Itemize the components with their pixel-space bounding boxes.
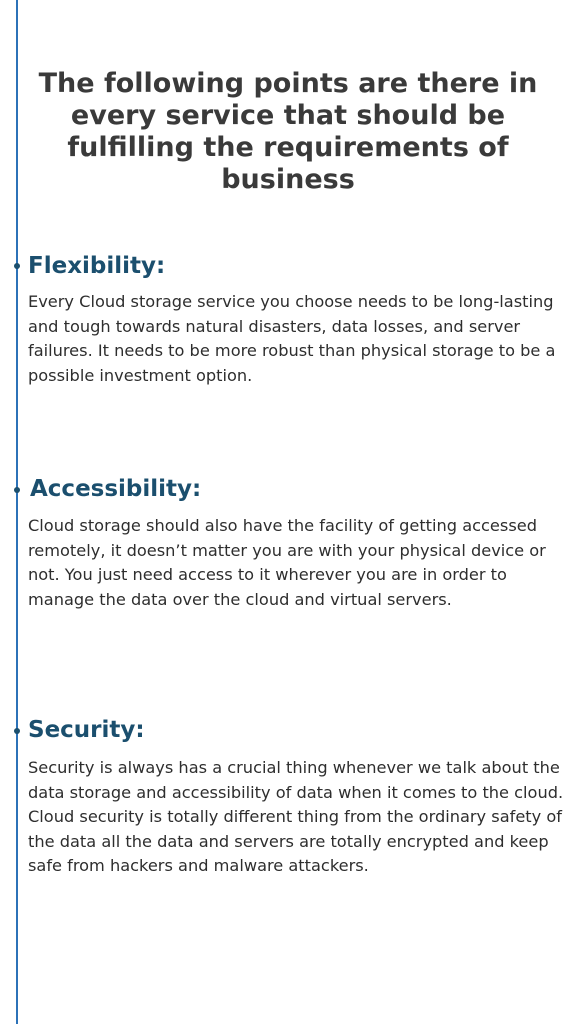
bullet-icon — [14, 263, 20, 269]
page-title: The following points are there in every service that should be fulfilling the requirements of business — [38, 68, 538, 195]
bullet-icon — [14, 487, 20, 493]
section-heading: Accessibility: — [30, 476, 202, 502]
section-heading: Flexibility: — [28, 253, 166, 279]
section-body: Cloud storage should also have the facility of getting accessed remotely, it doesn’t matter you are with your physical device or not. You just need access to it wherever you are in order to manage the data over the cloud and virtual servers. — [28, 516, 546, 609]
section-heading: Security: — [28, 717, 145, 743]
section-body: Security is always has a crucial thing whenever we talk about the data storage and accessibility of data when it comes to the cloud. Cloud security is totally different thing from the ordinary safety of the data all the data and servers are totally encrypted and keep safe from hackers and malware attackers. — [28, 758, 564, 875]
section-body: Every Cloud storage service you choose needs to be long-lasting and tough towards natural disasters, data losses, and server failures. It needs to be more robust than physical storage to be a possible investment option. — [28, 292, 556, 385]
bullet-icon — [14, 728, 20, 734]
